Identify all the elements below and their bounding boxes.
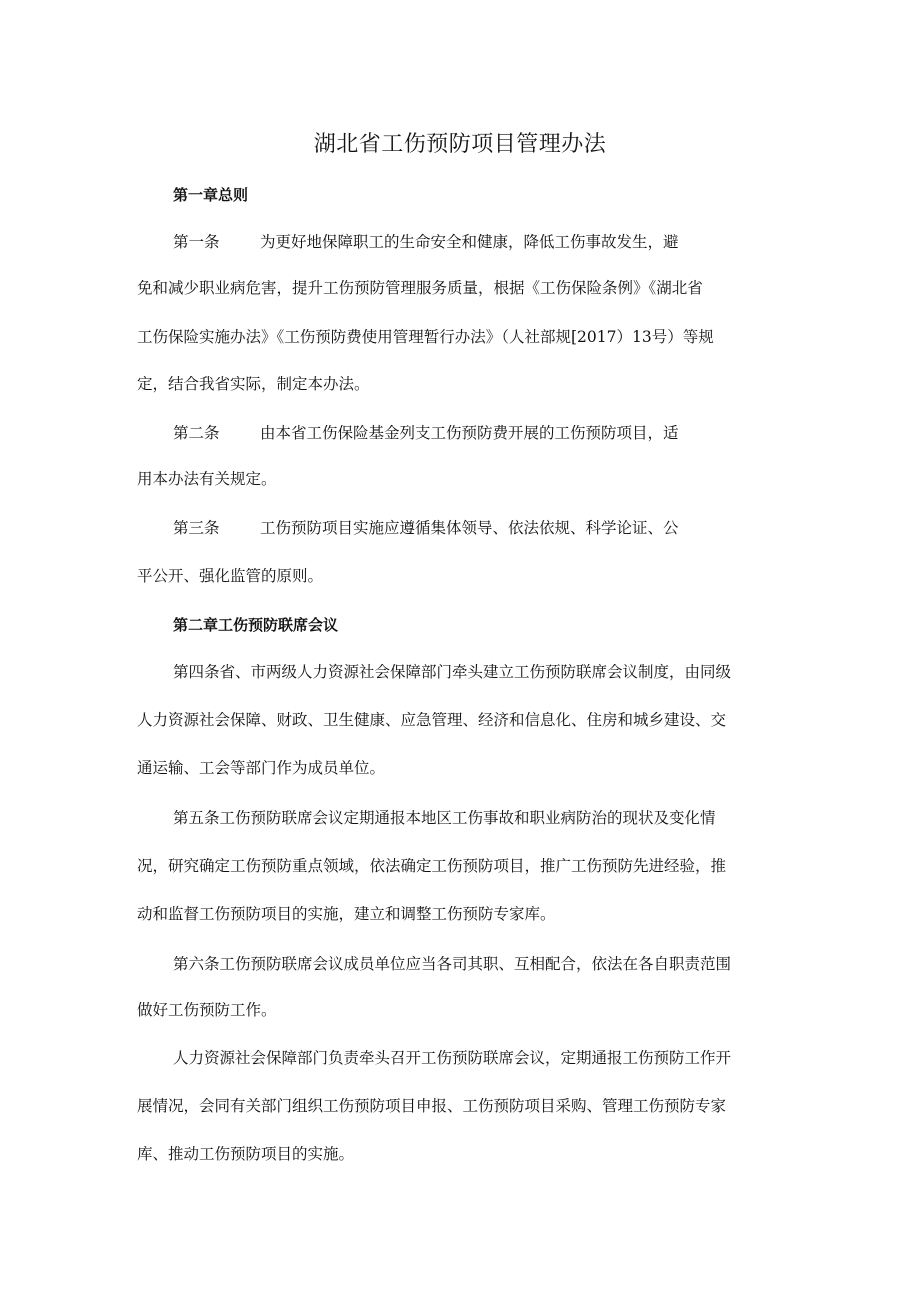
document-title: 湖北省工伤预防项目管理办法 <box>313 132 607 157</box>
paragraph-7-line-3: 库、推动工伤预防项目的实施。 <box>137 1145 355 1163</box>
article-1-line-4: 定，结合我省实际，制定本办法。 <box>137 375 370 393</box>
article-1-text: 为更好地保障职工的生命安全和健康，降低工伤事故发生，避 <box>260 233 679 251</box>
article-5-line-3: 动和监督工伤预防项目的实施，建立和调整工伤预防专家库。 <box>137 905 556 923</box>
article-3-text: 工伤预防项目实施应遵循集体领导、依法依规、科学论证、公 <box>260 519 679 537</box>
chapter-heading-1: 第一章总则 <box>173 186 249 204</box>
article-3-first-line <box>173 518 679 538</box>
paragraph-7-line-1: 人力资源社会保障部门负责牵头召开工伤预防联席会议，定期通报工伤预防工作开 <box>173 1049 732 1067</box>
chapter-heading-2: 第二章工伤预防联席会议 <box>173 616 339 634</box>
article-2-first-line <box>173 423 679 443</box>
article-2-line-2: 用本办法有关规定。 <box>137 470 277 488</box>
article-1-line-2: 免和减少职业病危害，提升工伤预防管理服务质量，根据《工伤保险条例》《湖北省 <box>137 279 703 297</box>
article-1-label: 第一条 <box>173 233 220 251</box>
article-2-text: 由本省工伤保险基金列支工伤预防费开展的工伤预防项目，适 <box>260 424 679 442</box>
article-3-line-2: 平公开、强化监管的原则。 <box>137 567 324 585</box>
article-5-line-1: 第五条工伤预防联席会议定期通报本地区工伤事故和职业病防治的现状及变化情 <box>173 809 716 827</box>
article-4-line-3: 通运输、工会等部门作为成员单位。 <box>137 759 386 777</box>
article-3-label: 第三条 <box>173 519 220 537</box>
article-1-line-3: 工伤保险实施办法》《工伤预防费使用管理暂行办法》（人社部规[2017）13号）等规 <box>137 328 714 346</box>
article-4-line-1: 第四条省、市两级人力资源社会保障部门牵头建立工伤预防联席会议制度，由同级 <box>173 663 732 681</box>
article-6-line-2: 做好工伤预防工作。 <box>137 1001 277 1019</box>
article-4-line-2: 人力资源社会保障、财政、卫生健康、应急管理、经济和信息化、住房和城乡建设、交 <box>137 711 727 729</box>
article-2-label: 第二条 <box>173 424 220 442</box>
paragraph-7-line-2: 展情况，会同有关部门组织工伤预防项目申报、工伤预防项目采购、管理工伤预防专家 <box>137 1097 727 1115</box>
article-5-line-2: 况，研究确定工伤预防重点领域，依法确定工伤预防项目，推广工伤预防先进经验，推 <box>137 857 727 875</box>
article-1-first-line <box>173 232 679 252</box>
article-6-line-1: 第六条工伤预防联席会议成员单位应当各司其职、互相配合，依法在各自职责范围 <box>173 955 732 973</box>
